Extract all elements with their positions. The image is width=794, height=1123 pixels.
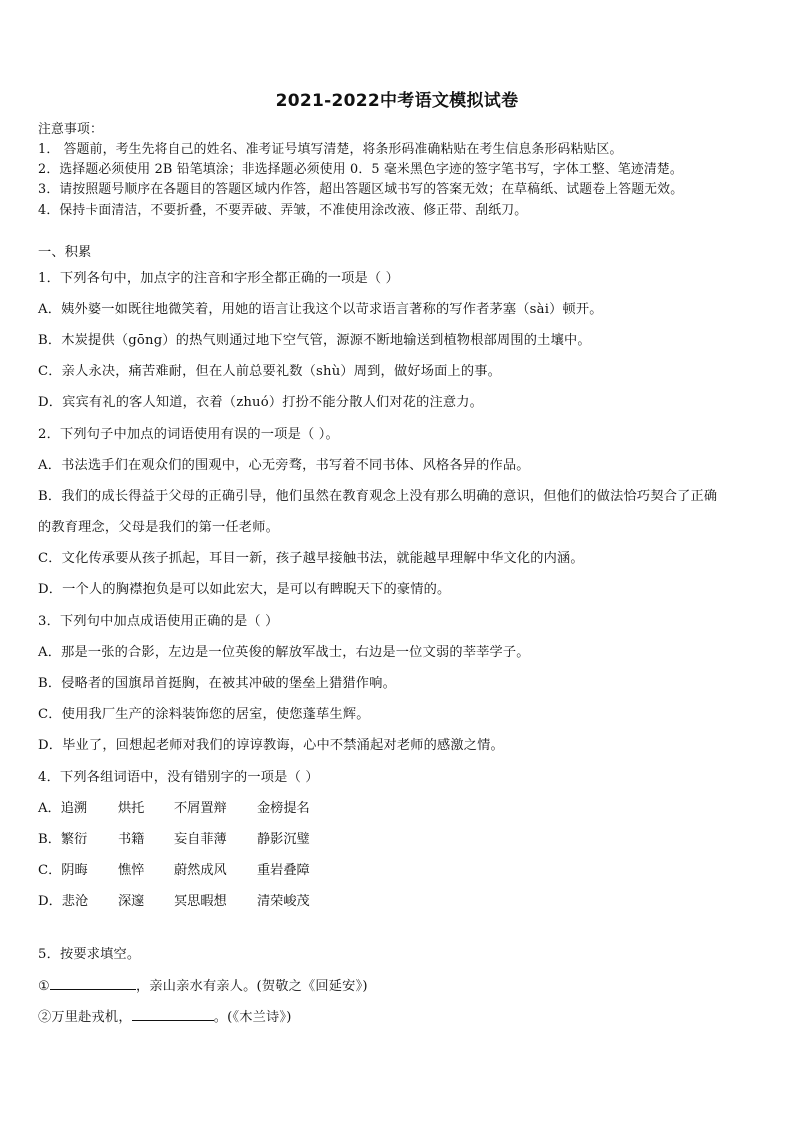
option-word: 憔悴 [118, 863, 145, 878]
line-text: 。(《木兰诗》) [213, 1010, 292, 1025]
notes-heading: 注意事项： [38, 122, 103, 137]
option-a: A．书法选手们在观众们的围观中，心无旁骛，书写着不同书体、风格各异的作品。 [38, 458, 530, 473]
option-b: B．侵略者的国旗昂首挺胸，在被其冲破的堡垒上猎猎作响。 [38, 676, 396, 691]
option-word: D．悲沧 [38, 894, 89, 909]
line-text: ②万里赴戎机， [38, 1010, 132, 1025]
option-word: 清荣峻茂 [257, 894, 310, 909]
note-item-2: 2．选择题必须使用 2B 铅笔填涂；非选择题必须使用 0．5 毫米黑色字迹的签字笔书写，字体工整、笔迹清楚。 [38, 162, 683, 177]
option-word: 静影沉璧 [257, 832, 310, 847]
question-stem: 5．按要求填空。 [38, 947, 141, 962]
fill-line-1 [38, 975, 368, 997]
option-a: A．那是一张的合影，左边是一位英俊的解放军战士，右边是一位文弱的莘莘学子。 [38, 645, 530, 660]
section-heading: 一、积累 [38, 245, 92, 260]
option-c: C．使用我厂生产的涂料装饰您的居室，使您蓬荜生辉。 [38, 707, 370, 722]
line-text: ，亲山亲水有亲人。(贺敬之《回延安》) [136, 979, 368, 994]
line-number: ① [38, 979, 51, 994]
option-word: 蔚然成风 [174, 863, 227, 878]
option-c: C．文化传承要从孩子抓起，耳目一新，孩子越早接触书法，就能越早理解中华文化的内涵。 [38, 551, 584, 566]
option-word: 冥思暇想 [174, 894, 227, 909]
option-word: 重岩叠障 [257, 863, 310, 878]
option-word: A．追溯 [38, 801, 88, 816]
question-stem: 3．下列句中加点成语使用正确的是（ ） [38, 614, 279, 629]
option-word: 书籍 [118, 832, 145, 847]
fill-line-2 [38, 1006, 292, 1028]
option-d: D．毕业了，回想起老师对我们的谆谆教诲，心中不禁涌起对老师的感激之情。 [38, 738, 504, 753]
option-word: 烘托 [118, 801, 145, 816]
note-item-4: 4．保持卡面清洁，不要折叠，不要弄破、弄皱，不准使用涂改液、修正带、刮纸刀。 [38, 203, 528, 218]
option-b: B．木炭提供（gōng）的热气则通过地下空气管，源源不断地输送到植物根部周围的土壤中。 [38, 333, 591, 348]
option-d: D．一个人的胸襟抱负是可以如此宏大，是可以有睥睨天下的豪情的。 [38, 582, 451, 597]
option-word: 妄自菲薄 [174, 832, 227, 847]
question-stem: 2．下列句子中加点的词语使用有误的一项是（ ）。 [38, 427, 339, 442]
option-word: B．繁衍 [38, 832, 88, 847]
option-word: 不屑置辩 [174, 801, 227, 816]
option-b-line1: B．我们的成长得益于父母的正确引导，他们虽然在教育观念上没有那么明确的意识，但他们的做法恰巧契合了正确 [38, 489, 718, 504]
answer-blank[interactable] [50, 975, 136, 990]
option-d: D．宾宾有礼的客人知道，衣着（zhuó）打扮不能分散人们对花的注意力。 [38, 395, 484, 410]
option-b-line2: 的教育理念，父母是我们的第一任老师。 [38, 520, 279, 535]
option-c: C．亲人永决，痛苦难耐，但在人前总要礼数（shù）周到，做好场面上的事。 [38, 364, 502, 379]
answer-blank[interactable] [132, 1006, 214, 1021]
note-item-3: 3．请按照题号顺序在各题目的答题区域内作答，超出答题区域书写的答案无效；在草稿纸、试题卷上答题无效。 [38, 182, 684, 197]
note-item-1: 1． 答题前，考生先将自己的姓名、准考证号填写清楚，将条形码准确粘贴在考生信息条形码粘贴区。 [38, 142, 623, 157]
question-stem: 4．下列各组词语中，没有错别字的一项是（ ） [38, 770, 319, 785]
option-word: C．阴晦 [38, 863, 88, 878]
option-word: 金榜提名 [257, 801, 310, 816]
option-word: 深邃 [118, 894, 145, 909]
question-stem: 1．下列各句中，加点字的注音和字形全都正确的一项是（ ） [38, 271, 400, 286]
option-a: A．姨外婆一如既往地微笑着，用她的语言让我这个以苛求语言著称的写作者茅塞（sài）顿开。 [38, 302, 603, 317]
page-title: 2021-2022中考语文模拟试卷 [275, 91, 519, 111]
